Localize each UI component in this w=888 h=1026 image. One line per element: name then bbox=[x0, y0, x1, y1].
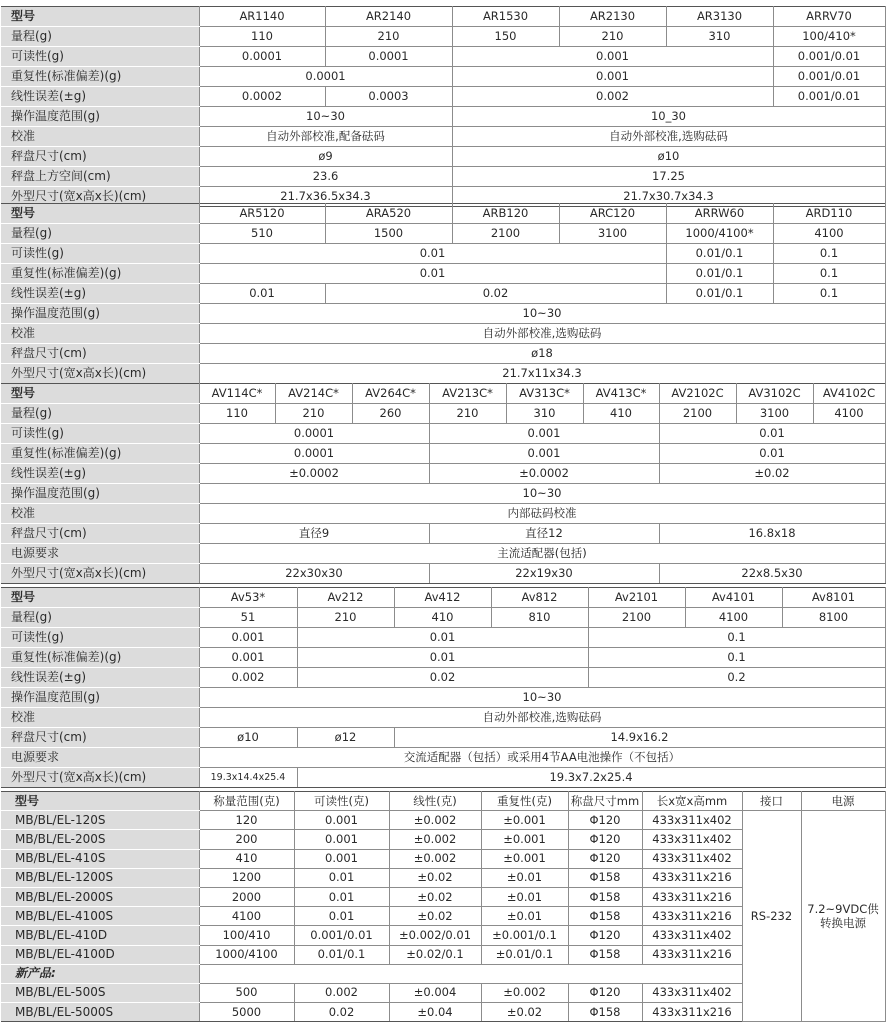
model-name: MB/BL/EL-410S bbox=[1, 849, 199, 868]
value-cell: 8100 bbox=[782, 608, 885, 628]
table-row bbox=[1, 811, 885, 830]
value-cell: 51 bbox=[199, 608, 297, 628]
value-cell: 100/410* bbox=[773, 27, 885, 47]
power-cell: 7.2~9VDC供转换电源 bbox=[801, 811, 885, 1022]
value-cell: 自动外部校准,配备砝码 bbox=[199, 127, 452, 147]
value-cell: 500 bbox=[199, 983, 294, 1002]
value-cell: 3100 bbox=[559, 224, 666, 244]
value-cell: ø9 bbox=[199, 147, 452, 167]
value-cell: 0.002 bbox=[199, 668, 297, 688]
value-cell: ±0.0002 bbox=[429, 464, 659, 484]
value-cell: 0.1 bbox=[773, 264, 885, 284]
value-cell: 0.0001 bbox=[325, 47, 452, 67]
value-cell: 0.001 bbox=[429, 424, 659, 444]
value-cell: 0.002 bbox=[452, 87, 773, 107]
value-cell: 直径12 bbox=[429, 524, 659, 544]
value-cell: ±0.001 bbox=[481, 811, 568, 830]
value-cell: 0.001/0.01 bbox=[773, 67, 885, 87]
value-cell: 0.001/0.01 bbox=[294, 926, 389, 945]
model-cell: AV214C* bbox=[275, 384, 352, 404]
value-cell: 0.0001 bbox=[199, 424, 429, 444]
calibration-row bbox=[1, 708, 885, 728]
value-cell: 自动外部校准,选购砝码 bbox=[199, 324, 885, 344]
dimensions-row bbox=[1, 364, 885, 384]
value-cell: 0.1 bbox=[588, 648, 885, 668]
label-model: 型号 bbox=[1, 204, 199, 224]
value-cell: 10~30 bbox=[199, 688, 885, 708]
label-op-temp: 操作温度范围(g) bbox=[1, 688, 199, 708]
value-cell: ±0.02 bbox=[389, 887, 481, 906]
value-cell: ø10 bbox=[199, 728, 297, 748]
label-repeatability: 重复性(标准偏差)(g) bbox=[1, 444, 199, 464]
value-cell: 交流适配器（包括）或采用4节AA电池操作（不包括） bbox=[199, 748, 885, 768]
column-header: 型号 bbox=[1, 792, 199, 811]
label-model: 型号 bbox=[1, 7, 199, 27]
column-header: 线性(克) bbox=[389, 792, 481, 811]
value-cell: 0.01/0.1 bbox=[666, 244, 773, 264]
calibration-row bbox=[1, 324, 885, 344]
value-cell: 433x311x402 bbox=[642, 926, 742, 945]
value-cell: ±0.002 bbox=[389, 811, 481, 830]
repeatability-row bbox=[1, 444, 885, 464]
column-header: 可读性(克) bbox=[294, 792, 389, 811]
value-cell: 0.1 bbox=[588, 628, 885, 648]
value-cell: 自动外部校准,选购砝码 bbox=[452, 127, 885, 147]
label-repeatability: 重复性(标准偏差)(g) bbox=[1, 67, 199, 87]
value-cell: 410 bbox=[583, 404, 659, 424]
label-repeatability: 重复性(标准偏差)(g) bbox=[1, 648, 199, 668]
value-cell: 0.001 bbox=[294, 849, 389, 868]
spec-table-ar-series-2 bbox=[1, 203, 885, 384]
value-cell: 0.01/0.1 bbox=[294, 945, 389, 964]
model-cell: AR1530 bbox=[452, 7, 559, 27]
readability-row bbox=[1, 244, 885, 264]
value-cell: 0.2 bbox=[588, 668, 885, 688]
value-cell: 19.3x7.2x25.4 bbox=[297, 768, 885, 788]
value-cell: ±0.001 bbox=[481, 849, 568, 868]
value-cell: 17.25 bbox=[452, 167, 885, 187]
value-cell: 0.01 bbox=[294, 887, 389, 906]
value-cell: 0.0001 bbox=[199, 47, 325, 67]
value-cell: ±0.01 bbox=[481, 907, 568, 926]
repeatability-row bbox=[1, 648, 885, 668]
model-cell: Av812 bbox=[491, 588, 588, 608]
calibration-row bbox=[1, 504, 885, 524]
value-cell: 410 bbox=[199, 849, 294, 868]
label-calibration: 校准 bbox=[1, 708, 199, 728]
value-cell: 主流适配器(包括) bbox=[199, 544, 885, 564]
repeatability-row bbox=[1, 264, 885, 284]
value-cell: 433x311x216 bbox=[642, 887, 742, 906]
value-cell: ±0.001/0.1 bbox=[481, 926, 568, 945]
empty-cell bbox=[199, 964, 742, 983]
value-cell: 310 bbox=[506, 404, 583, 424]
model-cell: Av8101 bbox=[782, 588, 885, 608]
value-cell: 4100 bbox=[685, 608, 782, 628]
value-cell: 210 bbox=[429, 404, 506, 424]
value-cell: 0.001 bbox=[199, 648, 297, 668]
value-cell: 2100 bbox=[588, 608, 685, 628]
column-header: 接口 bbox=[742, 792, 801, 811]
label-pan-size: 秤盘尺寸(cm) bbox=[1, 728, 199, 748]
value-cell: Φ158 bbox=[568, 945, 642, 964]
readability-row bbox=[1, 628, 885, 648]
value-cell: ±0.02 bbox=[481, 1003, 568, 1022]
model-cell: AV313C* bbox=[506, 384, 583, 404]
pan-size-row bbox=[1, 524, 885, 544]
value-cell: ±0.0002 bbox=[199, 464, 429, 484]
value-cell: 0.0001 bbox=[199, 67, 452, 87]
column-header: 电源 bbox=[801, 792, 885, 811]
value-cell: 0.001 bbox=[452, 47, 773, 67]
label-dimensions: 外型尺寸(宽x高x长)(cm) bbox=[1, 187, 199, 207]
label-model: 型号 bbox=[1, 384, 199, 404]
value-cell: 210 bbox=[559, 27, 666, 47]
column-header: 长x宽x高mm bbox=[642, 792, 742, 811]
value-cell: 0.01 bbox=[294, 868, 389, 887]
linearity-row bbox=[1, 87, 885, 107]
label-calibration: 校准 bbox=[1, 324, 199, 344]
label-linearity: 线性误差(±g) bbox=[1, 284, 199, 304]
value-cell: 410 bbox=[394, 608, 491, 628]
column-header: 称量范围(克) bbox=[199, 792, 294, 811]
column-header: 称盘尺寸mm bbox=[568, 792, 642, 811]
value-cell: Φ158 bbox=[568, 907, 642, 926]
model-cell: Av4101 bbox=[685, 588, 782, 608]
value-cell: 100/410 bbox=[199, 926, 294, 945]
model-cell: ARD110 bbox=[773, 204, 885, 224]
value-cell: 433x311x216 bbox=[642, 868, 742, 887]
value-cell: ±0.02 bbox=[389, 868, 481, 887]
linearity-row bbox=[1, 464, 885, 484]
label-readability: 可读性(g) bbox=[1, 244, 199, 264]
value-cell: 0.01/0.1 bbox=[666, 284, 773, 304]
model-cell: AV2102C bbox=[659, 384, 736, 404]
repeatability-row bbox=[1, 67, 885, 87]
value-cell: 0.0003 bbox=[325, 87, 452, 107]
power-row bbox=[1, 544, 885, 564]
value-cell: 110 bbox=[199, 27, 325, 47]
value-cell: 1000/4100 bbox=[199, 945, 294, 964]
value-cell: ±0.002 bbox=[389, 830, 481, 849]
value-cell: Φ120 bbox=[568, 849, 642, 868]
value-cell: 1500 bbox=[325, 224, 452, 244]
value-cell: 2000 bbox=[199, 887, 294, 906]
model-cell: AR2140 bbox=[325, 7, 452, 27]
label-repeatability: 重复性(标准偏差)(g) bbox=[1, 264, 199, 284]
value-cell: 0.01 bbox=[659, 424, 885, 444]
value-cell: 4100 bbox=[813, 404, 885, 424]
label-dimensions: 外型尺寸(宽x高x长)(cm) bbox=[1, 364, 199, 384]
space-above-row bbox=[1, 167, 885, 187]
model-cell: Av53* bbox=[199, 588, 297, 608]
value-cell: 260 bbox=[352, 404, 429, 424]
dimensions-row bbox=[1, 564, 885, 584]
value-cell: ±0.002 bbox=[481, 983, 568, 1002]
value-cell: 110 bbox=[199, 404, 275, 424]
model-cell: AR1140 bbox=[199, 7, 325, 27]
capacity-row bbox=[1, 404, 885, 424]
header-row bbox=[1, 792, 885, 811]
value-cell: Φ158 bbox=[568, 868, 642, 887]
value-cell: 433x311x216 bbox=[642, 945, 742, 964]
label-capacity: 量程(g) bbox=[1, 224, 199, 244]
model-name: MB/BL/EL-200S bbox=[1, 830, 199, 849]
readability-row bbox=[1, 424, 885, 444]
value-cell: 0.01 bbox=[297, 648, 588, 668]
value-cell: ±0.04 bbox=[389, 1003, 481, 1022]
value-cell: 直径9 bbox=[199, 524, 429, 544]
value-cell: 10~30 bbox=[199, 107, 452, 127]
label-calibration: 校准 bbox=[1, 504, 199, 524]
value-cell: 0.02 bbox=[297, 668, 588, 688]
pan-size-row bbox=[1, 728, 885, 748]
value-cell: ±0.02/0.1 bbox=[389, 945, 481, 964]
value-cell: Φ120 bbox=[568, 926, 642, 945]
value-cell: 10~30 bbox=[199, 304, 885, 324]
model-name: MB/BL/EL-410D bbox=[1, 926, 199, 945]
model-cell: AV3102C bbox=[736, 384, 813, 404]
value-cell: ±0.01 bbox=[481, 887, 568, 906]
model-cell: Av212 bbox=[297, 588, 394, 608]
value-cell: 4100 bbox=[199, 907, 294, 926]
spec-table-av-c-series bbox=[1, 383, 885, 584]
model-row bbox=[1, 204, 885, 224]
label-op-temp: 操作温度范围(g) bbox=[1, 484, 199, 504]
value-cell: 1200 bbox=[199, 868, 294, 887]
model-cell: AV4102C bbox=[813, 384, 885, 404]
label-linearity: 线性误差(±g) bbox=[1, 87, 199, 107]
value-cell: Φ120 bbox=[568, 983, 642, 1002]
value-cell: 0.001 bbox=[452, 67, 773, 87]
capacity-row bbox=[1, 608, 885, 628]
value-cell: 433x311x216 bbox=[642, 1003, 742, 1022]
value-cell: ø18 bbox=[199, 344, 885, 364]
value-cell: 0.001 bbox=[429, 444, 659, 464]
value-cell: ±0.004 bbox=[389, 983, 481, 1002]
value-cell: 19.3x14.4x25.4 bbox=[199, 768, 297, 788]
readability-row bbox=[1, 47, 885, 67]
op-temp-row bbox=[1, 688, 885, 708]
model-cell: ARA520 bbox=[325, 204, 452, 224]
value-cell: ±0.02 bbox=[659, 464, 885, 484]
model-cell: AR3130 bbox=[666, 7, 773, 27]
linearity-row bbox=[1, 284, 885, 304]
capacity-row bbox=[1, 224, 885, 244]
interface-cell: RS-232 bbox=[742, 811, 801, 1022]
value-cell: 0.01 bbox=[659, 444, 885, 464]
model-cell: AV413C* bbox=[583, 384, 659, 404]
value-cell: ±0.001 bbox=[481, 830, 568, 849]
value-cell: ø12 bbox=[297, 728, 394, 748]
value-cell: 433x311x216 bbox=[642, 907, 742, 926]
model-cell: ARRW60 bbox=[666, 204, 773, 224]
value-cell: ±0.01 bbox=[481, 868, 568, 887]
label-readability: 可读性(g) bbox=[1, 424, 199, 444]
linearity-row bbox=[1, 668, 885, 688]
pan-size-row bbox=[1, 344, 885, 364]
value-cell: 433x311x402 bbox=[642, 830, 742, 849]
model-row bbox=[1, 384, 885, 404]
label-readability: 可读性(g) bbox=[1, 628, 199, 648]
value-cell: ±0.01/0.1 bbox=[481, 945, 568, 964]
value-cell: 2100 bbox=[452, 224, 559, 244]
value-cell: Φ158 bbox=[568, 887, 642, 906]
model-cell: ARC120 bbox=[559, 204, 666, 224]
label-linearity: 线性误差(±g) bbox=[1, 464, 199, 484]
value-cell: 310 bbox=[666, 27, 773, 47]
op-temp-row bbox=[1, 304, 885, 324]
value-cell: 0.01 bbox=[294, 907, 389, 926]
value-cell: 22x8.5x30 bbox=[659, 564, 885, 584]
value-cell: 21.7x36.5x34.3 bbox=[199, 187, 452, 207]
value-cell: Φ120 bbox=[568, 830, 642, 849]
capacity-row bbox=[1, 27, 885, 47]
value-cell: 433x311x402 bbox=[642, 811, 742, 830]
value-cell: 5000 bbox=[199, 1003, 294, 1022]
model-name: MB/BL/EL-120S bbox=[1, 811, 199, 830]
value-cell: 0.01 bbox=[199, 264, 666, 284]
value-cell: ±0.02 bbox=[389, 907, 481, 926]
label-model: 型号 bbox=[1, 588, 199, 608]
model-cell: AV264C* bbox=[352, 384, 429, 404]
value-cell: 0.002 bbox=[294, 983, 389, 1002]
label-pan-size: 秤盘尺寸(cm) bbox=[1, 524, 199, 544]
value-cell: 0.01/0.1 bbox=[666, 264, 773, 284]
model-cell: AV114C* bbox=[199, 384, 275, 404]
pan-size-row bbox=[1, 147, 885, 167]
value-cell: 14.9x16.2 bbox=[394, 728, 885, 748]
value-cell: 810 bbox=[491, 608, 588, 628]
label-dimensions: 外型尺寸(宽x高x长)(cm) bbox=[1, 564, 199, 584]
value-cell: Φ120 bbox=[568, 811, 642, 830]
model-cell: ARB120 bbox=[452, 204, 559, 224]
value-cell: 0.001 bbox=[294, 830, 389, 849]
value-cell: ±0.002 bbox=[389, 849, 481, 868]
model-row bbox=[1, 588, 885, 608]
model-name: MB/BL/EL-4100S bbox=[1, 907, 199, 926]
label-capacity: 量程(g) bbox=[1, 27, 199, 47]
model-name: MB/BL/EL-2000S bbox=[1, 887, 199, 906]
value-cell: 22x19x30 bbox=[429, 564, 659, 584]
value-cell: 0.02 bbox=[325, 284, 666, 304]
value-cell: 21.7x30.7x34.3 bbox=[452, 187, 885, 207]
label-linearity: 线性误差(±g) bbox=[1, 668, 199, 688]
value-cell: 自动外部校准,选购砝码 bbox=[199, 708, 885, 728]
value-cell: 2100 bbox=[659, 404, 736, 424]
label-capacity: 量程(g) bbox=[1, 608, 199, 628]
value-cell: 210 bbox=[297, 608, 394, 628]
column-header: 重复性(克) bbox=[481, 792, 568, 811]
value-cell: 0.02 bbox=[294, 1003, 389, 1022]
label-pan-size: 秤盘尺寸(cm) bbox=[1, 147, 199, 167]
value-cell: 0.01 bbox=[297, 628, 588, 648]
spec-table-mb-series bbox=[1, 791, 885, 1022]
model-cell: Av412 bbox=[394, 588, 491, 608]
label-op-temp: 操作温度范围(g) bbox=[1, 304, 199, 324]
value-cell: 0.01 bbox=[199, 284, 325, 304]
value-cell: 21.7x11x34.3 bbox=[199, 364, 885, 384]
label-calibration: 校准 bbox=[1, 127, 199, 147]
value-cell: 10~30 bbox=[199, 484, 885, 504]
spec-table-av-series bbox=[1, 587, 885, 788]
new-products-label: 新产品: bbox=[1, 964, 199, 983]
value-cell: 3100 bbox=[736, 404, 813, 424]
op-temp-row bbox=[1, 484, 885, 504]
label-power: 电源要求 bbox=[1, 544, 199, 564]
label-op-temp: 操作温度范围(g) bbox=[1, 107, 199, 127]
model-cell: Av2101 bbox=[588, 588, 685, 608]
value-cell: 22x30x30 bbox=[199, 564, 429, 584]
model-cell: AR5120 bbox=[199, 204, 325, 224]
model-name: MB/BL/EL-500S bbox=[1, 983, 199, 1002]
model-cell: AR2130 bbox=[559, 7, 666, 27]
value-cell: 200 bbox=[199, 830, 294, 849]
power-row bbox=[1, 748, 885, 768]
value-cell: 0.0002 bbox=[199, 87, 325, 107]
value-cell: 210 bbox=[325, 27, 452, 47]
value-cell: 内部砝码校准 bbox=[199, 504, 885, 524]
value-cell: Φ158 bbox=[568, 1003, 642, 1022]
spec-table-ar-series-1 bbox=[1, 6, 885, 207]
model-cell: AV213C* bbox=[429, 384, 506, 404]
value-cell: 0.001 bbox=[199, 628, 297, 648]
value-cell: 0.001/0.01 bbox=[773, 47, 885, 67]
model-cell: ARRV70 bbox=[773, 7, 885, 27]
value-cell: 0.001/0.01 bbox=[773, 87, 885, 107]
value-cell: 0.0001 bbox=[199, 444, 429, 464]
value-cell: 23.6 bbox=[199, 167, 452, 187]
calibration-row bbox=[1, 127, 885, 147]
model-row bbox=[1, 7, 885, 27]
value-cell: 0.01 bbox=[199, 244, 666, 264]
value-cell: 1000/4100* bbox=[666, 224, 773, 244]
value-cell: 210 bbox=[275, 404, 352, 424]
value-cell: 433x311x402 bbox=[642, 849, 742, 868]
dimensions-row bbox=[1, 768, 885, 788]
label-space-above: 秤盘上方空间(cm) bbox=[1, 167, 199, 187]
value-cell: 4100 bbox=[773, 224, 885, 244]
label-readability: 可读性(g) bbox=[1, 47, 199, 67]
op-temp-row bbox=[1, 107, 885, 127]
value-cell: ø10 bbox=[452, 147, 885, 167]
value-cell: 0.001 bbox=[294, 811, 389, 830]
value-cell: 10_30 bbox=[452, 107, 885, 127]
label-capacity: 量程(g) bbox=[1, 404, 199, 424]
value-cell: 16.8x18 bbox=[659, 524, 885, 544]
label-power: 电源要求 bbox=[1, 748, 199, 768]
value-cell: 150 bbox=[452, 27, 559, 47]
value-cell: 510 bbox=[199, 224, 325, 244]
model-name: MB/BL/EL-5000S bbox=[1, 1003, 199, 1022]
value-cell: ±0.002/0.01 bbox=[389, 926, 481, 945]
model-name: MB/BL/EL-1200S bbox=[1, 868, 199, 887]
value-cell: 433x311x402 bbox=[642, 983, 742, 1002]
model-name: MB/BL/EL-4100D bbox=[1, 945, 199, 964]
value-cell: 0.1 bbox=[773, 244, 885, 264]
value-cell: 0.1 bbox=[773, 284, 885, 304]
label-dimensions: 外型尺寸(宽x高x长)(cm) bbox=[1, 768, 199, 788]
value-cell: 120 bbox=[199, 811, 294, 830]
label-pan-size: 秤盘尺寸(cm) bbox=[1, 344, 199, 364]
